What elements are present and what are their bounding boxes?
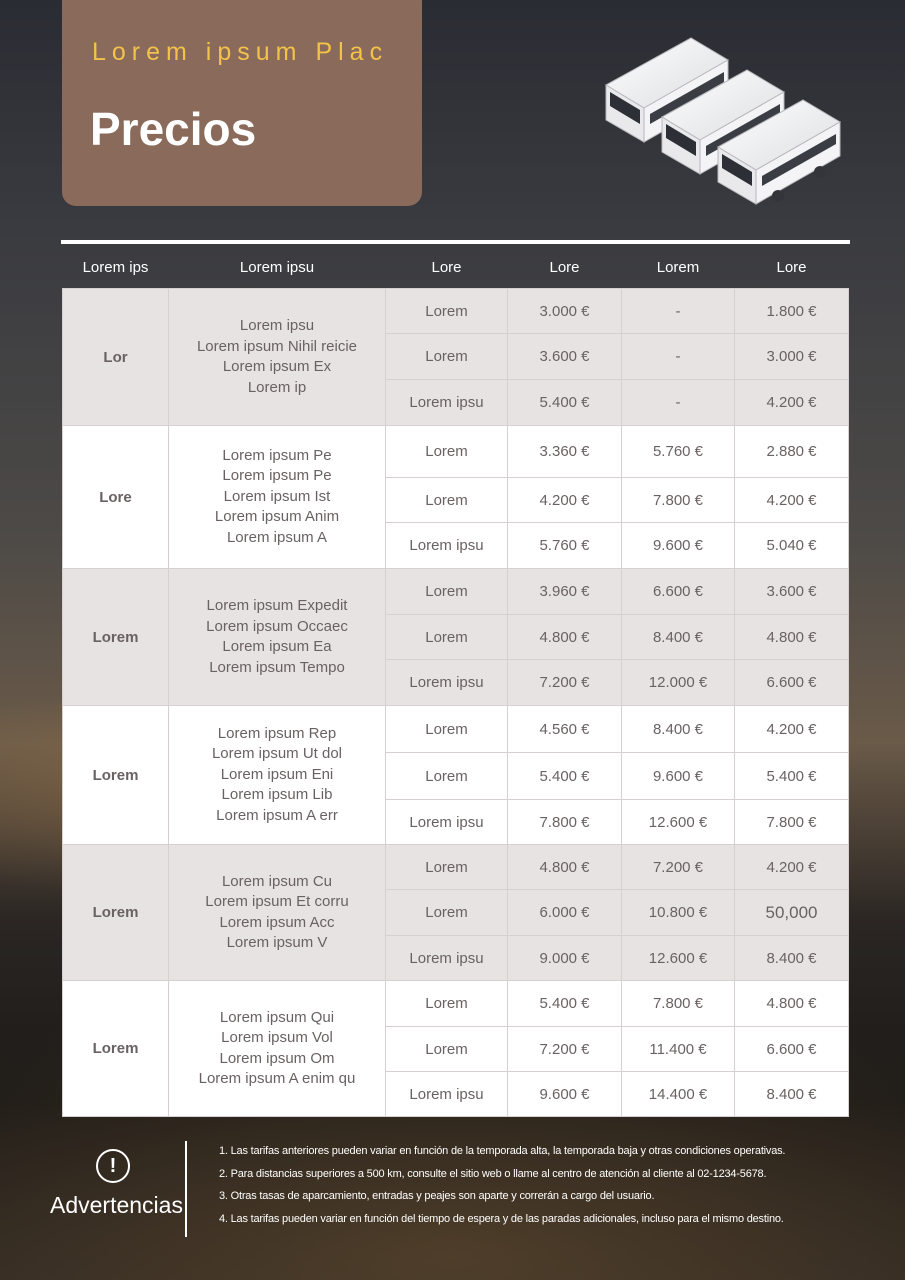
- price-cell: 4.800 €: [508, 845, 622, 890]
- price-cell: 10.800 €: [622, 890, 735, 936]
- price-cell: 5.040 €: [735, 523, 849, 569]
- price-cell: 3.360 €: [508, 426, 622, 478]
- price-cell: 12.600 €: [622, 936, 735, 981]
- row-type: Lorem: [386, 981, 508, 1027]
- row-type: Lorem ipsu: [386, 800, 508, 845]
- column-header: Lorem ips: [82, 258, 149, 276]
- group-label: Lorem: [63, 569, 169, 706]
- row-type: Lorem: [386, 890, 508, 936]
- price-cell: 7.800 €: [735, 800, 849, 845]
- table-header-row: [63, 246, 849, 289]
- price-cell: 4.800 €: [735, 615, 849, 660]
- price-cell: -: [622, 380, 735, 426]
- price-cell: 1.800 €: [735, 289, 849, 334]
- warning-note: 2. Para distancias superiores a 500 km, consulte el sitio web o llame al centro de atención al cliente al 02-1234-5678.: [219, 1167, 767, 1180]
- row-type: Lorem ipsu: [386, 1072, 508, 1117]
- warning-note: 1. Las tarifas anteriores pueden variar en función de la temporada alta, la temporada baja y otras condiciones operativas.: [219, 1145, 786, 1157]
- group-description: Lorem ipsum Pe Lorem ipsum Pe Lorem ipsum Ist Lorem ipsum Anim Lorem ipsum A: [169, 426, 386, 569]
- price-cell: 4.200 €: [735, 845, 849, 890]
- column-header: Lore: [431, 258, 462, 276]
- price-cell: 6.600 €: [735, 1027, 849, 1072]
- price-cell: 4.560 €: [508, 706, 622, 753]
- row-type: Lorem: [386, 289, 508, 334]
- warnings-title: Advertencias: [50, 1192, 183, 1218]
- price-cell: 3.600 €: [508, 334, 622, 380]
- row-type: Lorem: [386, 753, 508, 800]
- buses-illustration: [596, 30, 856, 210]
- price-cell: 9.600 €: [508, 1072, 622, 1117]
- price-cell: 8.400 €: [735, 936, 849, 981]
- table-row: [63, 706, 849, 753]
- group-label: Lorem: [63, 706, 169, 845]
- page-title: Precios: [90, 103, 257, 155]
- row-type: Lorem: [386, 334, 508, 380]
- price-cell: 7.800 €: [622, 478, 735, 523]
- price-cell: 4.200 €: [508, 478, 622, 523]
- warnings-list: [219, 1143, 889, 1233]
- group-description: Lorem ipsu Lorem ipsum Nihil reicie Lorem ipsum Ex Lorem ip: [169, 289, 386, 426]
- price-cell: 6.600 €: [735, 660, 849, 706]
- price-cell: 8.400 €: [622, 706, 735, 753]
- group-description: Lorem ipsum Expedit Lorem ipsum Occaec Lorem ipsum Ea Lorem ipsum Tempo: [169, 569, 386, 706]
- warnings-divider: [185, 1141, 187, 1237]
- price-cell: 5.400 €: [508, 753, 622, 800]
- price-cell: 9.600 €: [622, 523, 735, 569]
- column-header: Lorem ipsu: [239, 258, 315, 276]
- table-row: [63, 569, 849, 615]
- table-row: [63, 845, 849, 890]
- price-cell: 4.200 €: [735, 380, 849, 426]
- row-type: Lorem ipsu: [386, 660, 508, 706]
- price-cell: 4.800 €: [735, 981, 849, 1027]
- header-box: [62, 0, 422, 206]
- group-description: Lorem ipsum Qui Lorem ipsum Vol Lorem ipsum Om Lorem ipsum A enim qu: [169, 981, 386, 1117]
- price-cell: 12.000 €: [622, 660, 735, 706]
- price-cell: 3.000 €: [508, 289, 622, 334]
- price-cell: 4.800 €: [508, 615, 622, 660]
- warning-note: 3. Otras tasas de aparcamiento, entradas y peajes son aparte y correrán a cargo del usuario.: [219, 1190, 655, 1202]
- row-type: Lorem: [386, 706, 508, 753]
- price-cell: 8.400 €: [622, 615, 735, 660]
- price-cell: 12.600 €: [622, 800, 735, 845]
- price-cell: 7.800 €: [508, 800, 622, 845]
- price-cell: 3.600 €: [735, 569, 849, 615]
- price-cell: 5.400 €: [735, 753, 849, 800]
- table-row: [63, 289, 849, 334]
- price-cell: 3.000 €: [735, 334, 849, 380]
- group-description: Lorem ipsum Cu Lorem ipsum Et corru Lorem ipsum Acc Lorem ipsum V: [169, 845, 386, 981]
- row-type: Lorem: [386, 478, 508, 523]
- column-header: Lore: [549, 258, 580, 276]
- table-top-rule: [61, 240, 850, 244]
- price-cell: 2.880 €: [735, 426, 849, 478]
- price-cell: -: [622, 289, 735, 334]
- price-cell: 7.200 €: [622, 845, 735, 890]
- price-cell: 6.600 €: [622, 569, 735, 615]
- group-label: Lorem: [63, 845, 169, 981]
- row-type: Lorem ipsu: [386, 936, 508, 981]
- group-description: Lorem ipsum Rep Lorem ipsum Ut dol Lorem ipsum Eni Lorem ipsum Lib Lorem ipsum A err: [169, 706, 386, 845]
- row-type: Lorem: [386, 615, 508, 660]
- price-cell: 4.200 €: [735, 706, 849, 753]
- warnings-section: [0, 1130, 905, 1250]
- table-row: [63, 426, 849, 478]
- row-type: Lorem ipsu: [386, 523, 508, 569]
- price-cell: 4.200 €: [735, 478, 849, 523]
- price-cell: 8.400 €: [735, 1072, 849, 1117]
- page-subtitle: Lorem ipsum Plac: [92, 38, 389, 66]
- column-header: Lore: [776, 258, 807, 276]
- price-cell: 11.400 €: [622, 1027, 735, 1072]
- price-cell: 6.000 €: [508, 890, 622, 936]
- price-cell: 5.400 €: [508, 981, 622, 1027]
- row-type: Lorem: [386, 845, 508, 890]
- price-table: [62, 246, 849, 1117]
- group-label: Lore: [63, 426, 169, 569]
- price-cell: 5.400 €: [508, 380, 622, 426]
- group-label: Lorem: [63, 981, 169, 1117]
- warning-note: 4. Las tarifas pueden variar en función del tiempo de espera y de las paradas adicionales, incluso para el mismo destino.: [219, 1212, 784, 1225]
- price-cell: 5.760 €: [508, 523, 622, 569]
- price-cell: 9.600 €: [622, 753, 735, 800]
- price-cell: 7.200 €: [508, 1027, 622, 1072]
- row-type: Lorem: [386, 569, 508, 615]
- price-cell: -: [622, 334, 735, 380]
- row-type: Lorem: [386, 1027, 508, 1072]
- row-type: Lorem ipsu: [386, 380, 508, 426]
- exclamation-circle-icon: !: [96, 1149, 130, 1183]
- table-row: [63, 981, 849, 1027]
- price-cell: 9.000 €: [508, 936, 622, 981]
- column-header: Lorem: [656, 258, 700, 276]
- price-cell: 5.760 €: [622, 426, 735, 478]
- price-cell: 3.960 €: [508, 569, 622, 615]
- row-type: Lorem: [386, 426, 508, 478]
- price-cell: 7.800 €: [622, 981, 735, 1027]
- group-label: Lor: [63, 289, 169, 426]
- price-cell: 14.400 €: [622, 1072, 735, 1117]
- price-cell: 7.200 €: [508, 660, 622, 706]
- price-cell: 50,000: [735, 890, 849, 936]
